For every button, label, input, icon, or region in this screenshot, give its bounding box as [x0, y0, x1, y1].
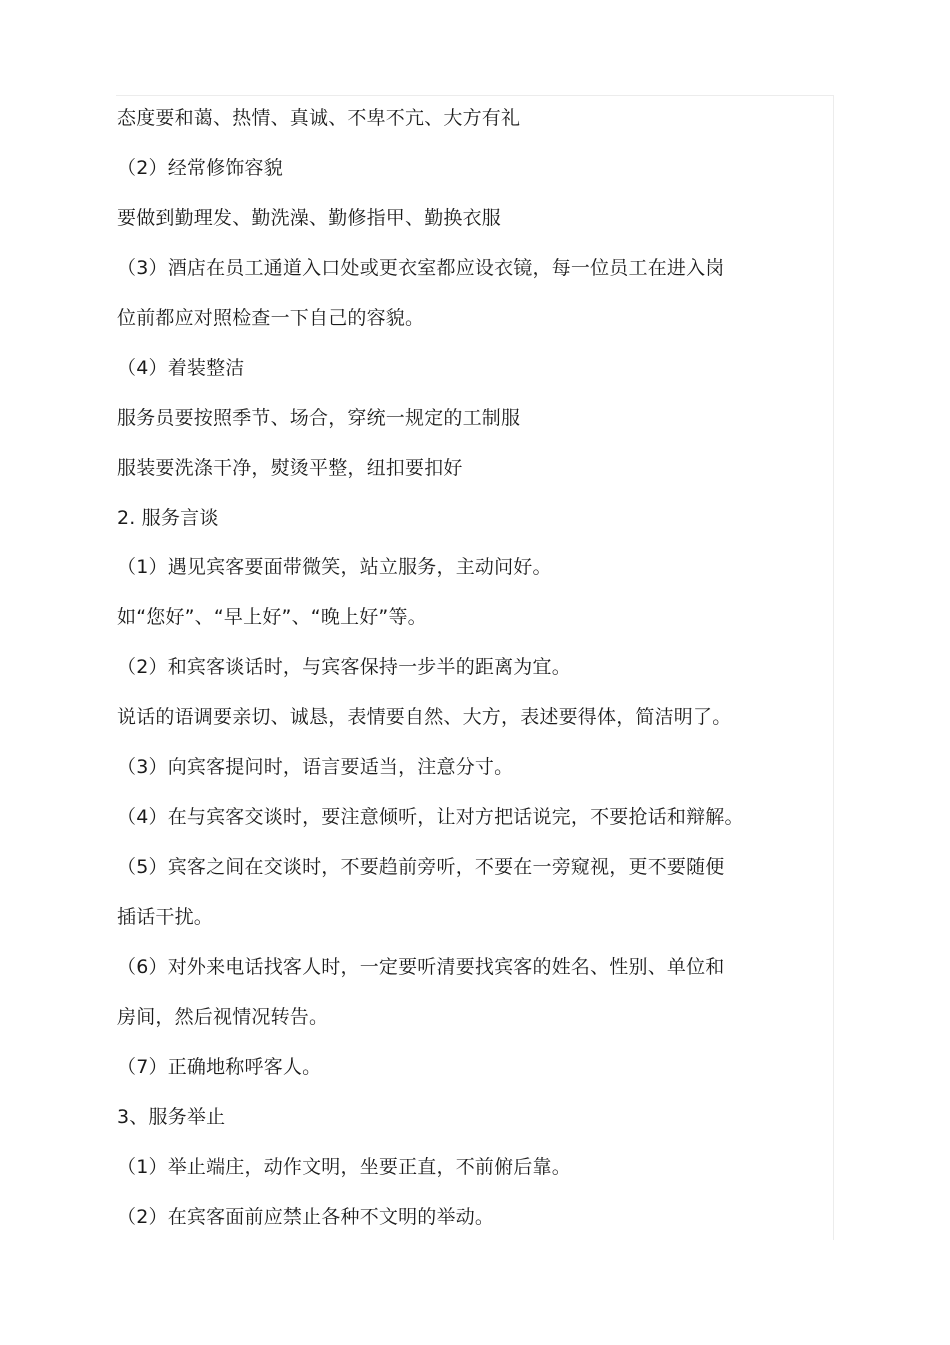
text-line: （5）宾客之间在交谈时，不要趋前旁听，不要在一旁窥视，更不要随便	[117, 856, 725, 879]
text-line: （2）经常修饰容貌	[117, 156, 283, 179]
text-line: （7）正确地称呼客人。	[117, 1055, 322, 1078]
text-line: 如“您好”、“早上好”、“晚上好”等。	[117, 606, 427, 629]
document-body	[117, 96, 817, 1245]
section-heading: 2. 服务言谈	[117, 506, 219, 529]
text-line: （4）着装整洁	[117, 356, 245, 379]
text-line: （3）向宾客提问时，语言要适当，注意分寸。	[117, 756, 514, 779]
section-heading: 3、服务举止	[117, 1105, 226, 1128]
text-line: （2）和宾客谈话时，与宾客保持一步半的距离为宜。	[117, 656, 571, 679]
text-line: （1）举止端庄，动作文明，坐要正直，不前俯后靠。	[117, 1155, 571, 1178]
text-line: 房间，然后视情况转告。	[117, 1005, 329, 1028]
text-line: （6）对外来电话找客人时，一定要听清要找宾客的姓名、性别、单位和	[117, 955, 725, 978]
text-line: （4）在与宾客交谈时，要注意倾听，让对方把话说完，不要抢话和辩解。	[117, 806, 744, 829]
text-line: 态度要和蔼、热情、真诚、不卑不亢、大方有礼	[117, 107, 521, 129]
text-line: 说话的语调要亲切、诚恳，表情要自然、大方，表述要得体，简洁明了。	[117, 706, 732, 729]
page-border-right	[833, 95, 834, 1240]
text-line: 服务员要按照季节、场合，穿统一规定的工制服	[117, 406, 521, 429]
text-line: 要做到勤理发、勤洗澡、勤修指甲、勤换衣服	[117, 206, 502, 229]
text-line: （1）遇见宾客要面带微笑，站立服务，主动问好。	[117, 556, 552, 579]
text-line: 服装要洗涤干净，熨烫平整，纽扣要扣好	[117, 456, 463, 479]
text-line: （3）酒店在员工通道入口处或更衣室都应设衣镜，每一位员工在进入岗	[117, 256, 725, 279]
text-line: （2）在宾客面前应禁止各种不文明的举动。	[117, 1205, 495, 1228]
text-line: 位前都应对照检查一下自己的容貌。	[117, 306, 425, 329]
text-line: 插话干扰。	[117, 906, 214, 928]
